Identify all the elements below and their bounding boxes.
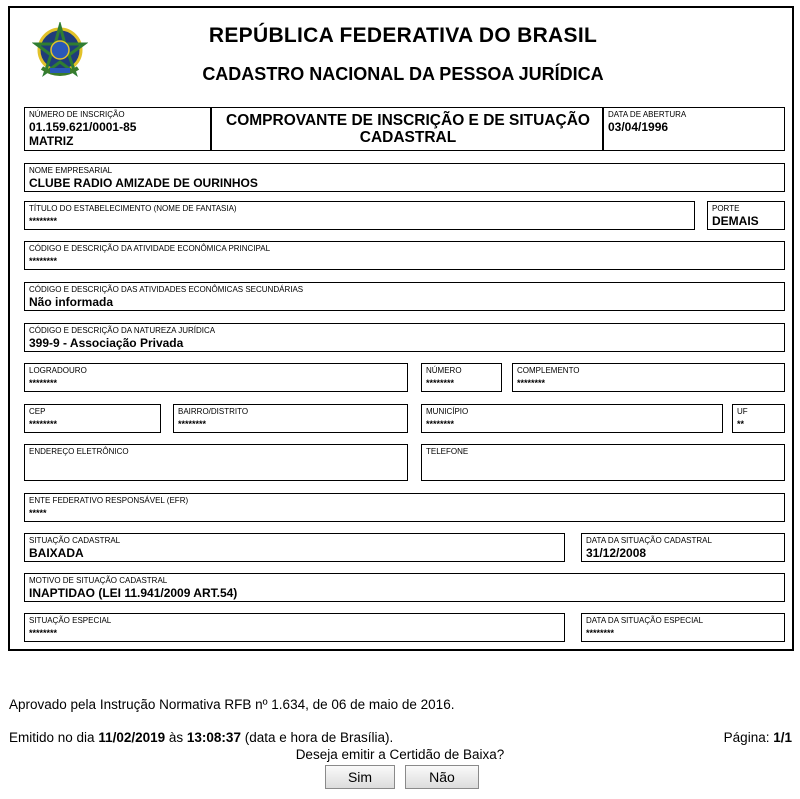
field-label: CÓDIGO E DESCRIÇÃO DA NATUREZA JURÍDICA xyxy=(29,326,216,335)
motivo-situacao-value: INAPTIDAO (LEI 11.941/2009 ART.54) xyxy=(29,586,238,600)
situacao-especial-box xyxy=(24,613,565,642)
nome-empresarial-value: CLUBE RADIO AMIZADE DE OURINHOS xyxy=(29,176,258,190)
cep-box xyxy=(24,404,161,433)
field-label: SITUAÇÃO CADASTRAL xyxy=(29,536,121,545)
field-label: ENTE FEDERATIVO RESPONSÁVEL (EFR) xyxy=(29,496,189,505)
numero-inscricao-box xyxy=(24,107,211,151)
sim-button[interactable]: Sim xyxy=(325,765,395,789)
comprovante-title-box xyxy=(211,107,603,151)
nao-button[interactable]: Não xyxy=(405,765,479,789)
emitido-text xyxy=(9,730,393,745)
field-label: BAIRRO/DISTRITO xyxy=(178,407,249,416)
pagina-label: Página: xyxy=(723,730,774,745)
atividades-secundarias-value: Não informada xyxy=(29,295,114,309)
field-label: SITUAÇÃO ESPECIAL xyxy=(29,616,112,625)
situacao-cadastral-value: BAIXADA xyxy=(29,546,84,560)
nome-empresarial-box xyxy=(24,163,785,192)
field-label: MOTIVO DE SITUAÇÃO CADASTRAL xyxy=(29,576,168,585)
comprovante-title-line1: COMPROVANTE DE INSCRIÇÃO E DE SITUAÇÃO xyxy=(226,112,590,129)
nome-fantasia-box xyxy=(24,201,695,230)
field-label: MUNICÍPIO xyxy=(426,407,469,416)
porte-box xyxy=(707,201,785,230)
emitido-hora: 13:08:37 xyxy=(186,730,241,745)
municipio-value: ******** xyxy=(426,419,455,429)
uf-box xyxy=(732,404,785,433)
natureza-juridica-box xyxy=(24,323,785,352)
situacao-cadastral-box xyxy=(24,533,565,562)
porte-value: DEMAIS xyxy=(712,214,759,228)
certidao-question: Deseja emitir a Certidão de Baixa? xyxy=(295,747,505,762)
logradouro-box xyxy=(24,363,408,392)
numero-value: ******** xyxy=(426,378,455,388)
bairro-value: ******** xyxy=(178,419,207,429)
page-title: REPÚBLICA FEDERATIVA DO BRASIL xyxy=(208,24,598,47)
motivo-situacao-box xyxy=(24,573,785,602)
field-label: TELEFONE xyxy=(426,447,469,456)
efr-value: ***** xyxy=(29,508,47,518)
data-situacao-cadastral-box xyxy=(581,533,785,562)
cnpj-document xyxy=(8,6,794,651)
field-label: PORTE xyxy=(712,204,740,213)
complemento-value: ******** xyxy=(517,378,546,388)
emitido-as: às xyxy=(165,730,187,745)
complemento-box xyxy=(512,363,785,392)
pagina-value: 1/1 xyxy=(773,730,792,745)
field-label: COMPLEMENTO xyxy=(517,366,580,375)
comprovante-title-line2: CADASTRAL xyxy=(359,129,457,146)
bairro-box xyxy=(173,404,408,433)
uf-value: ** xyxy=(737,419,745,429)
atividades-secundarias-box xyxy=(24,282,785,311)
atividade-principal-value: ******** xyxy=(29,256,58,266)
data-situacao-cadastral-value: 31/12/2008 xyxy=(586,546,647,560)
field-label: UF xyxy=(737,407,748,416)
field-label: TÍTULO DO ESTABELECIMENTO (NOME DE FANTASIA) xyxy=(29,204,237,213)
pagina-text xyxy=(724,730,792,745)
field-label: LOGRADOURO xyxy=(29,366,87,375)
situacao-especial-value: ******** xyxy=(29,628,58,638)
emitido-prefix: Emitido no dia xyxy=(9,730,99,745)
data-abertura-box xyxy=(603,107,785,151)
logradouro-value: ******** xyxy=(29,378,58,388)
numero-inscricao-value: 01.159.621/0001-85 xyxy=(29,120,137,134)
municipio-box xyxy=(421,404,723,433)
page-subtitle: CADASTRO NACIONAL DA PESSOA JURÍDICA xyxy=(202,64,604,84)
endereco-eletronico-box xyxy=(24,444,408,481)
field-label: DATA DA SITUAÇÃO ESPECIAL xyxy=(586,616,704,625)
data-situacao-especial-value: ******** xyxy=(586,628,615,638)
telefone-box xyxy=(421,444,785,481)
emitido-suffix: (data e hora de Brasília). xyxy=(240,730,394,745)
tipo-estabelecimento-value: MATRIZ xyxy=(29,134,74,148)
field-label: NOME EMPRESARIAL xyxy=(29,166,113,175)
field-label: NÚMERO xyxy=(426,366,462,375)
numero-box xyxy=(421,363,502,392)
field-label: NÚMERO DE INSCRIÇÃO xyxy=(29,110,125,119)
field-label: CÓDIGO E DESCRIÇÃO DAS ATIVIDADES ECONÔMICAS SECUNDÁRIAS xyxy=(29,285,304,294)
cep-value: ******** xyxy=(29,419,58,429)
data-abertura-value: 03/04/1996 xyxy=(608,120,669,134)
aprovado-text: Aprovado pela Instrução Normativa RFB nº 1.634, de 06 de maio de 2016. xyxy=(9,697,455,712)
nome-fantasia-value: ******** xyxy=(29,216,58,226)
field-label: CEP xyxy=(29,407,46,416)
efr-box xyxy=(24,493,785,522)
field-label: DATA DE ABERTURA xyxy=(608,110,687,119)
atividade-principal-box xyxy=(24,241,785,270)
natureza-juridica-value: 399-9 - Associação Privada xyxy=(29,336,184,350)
data-situacao-especial-box xyxy=(581,613,785,642)
field-label: ENDEREÇO ELETRÔNICO xyxy=(29,447,129,456)
emitido-data: 11/02/2019 xyxy=(98,730,166,745)
field-label: CÓDIGO E DESCRIÇÃO DA ATIVIDADE ECONÔMICA PRINCIPAL xyxy=(29,244,271,253)
field-label: DATA DA SITUAÇÃO CADASTRAL xyxy=(586,536,712,545)
